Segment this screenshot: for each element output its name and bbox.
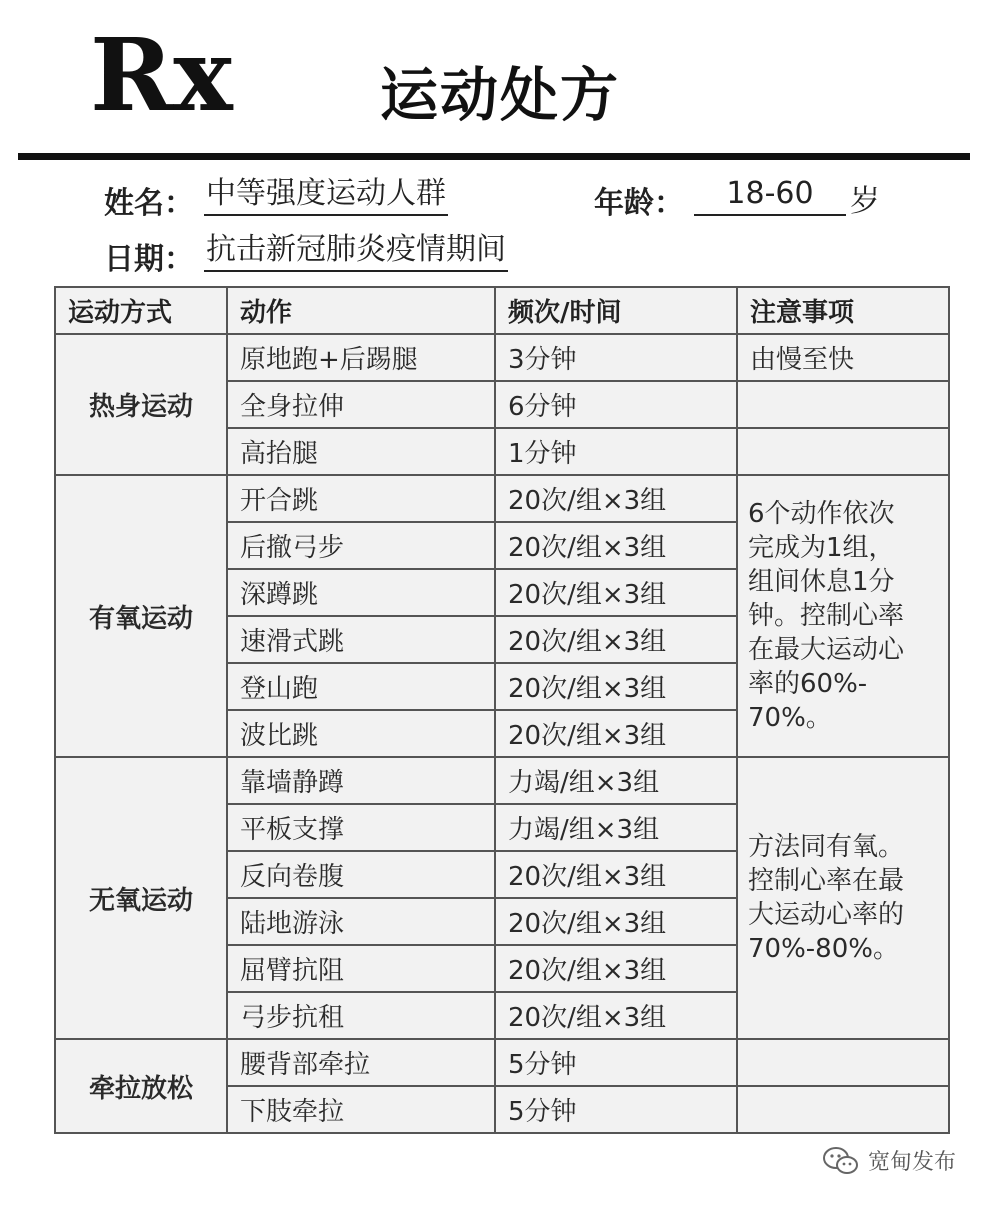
category-stretch: 牵拉放松 [55, 1039, 227, 1133]
frequency-cell: 3分钟 [495, 334, 737, 381]
frequency-cell: 力竭/组×3组 [495, 804, 737, 851]
note-cell [737, 381, 949, 428]
action-cell: 陆地游泳 [227, 898, 495, 945]
action-cell: 登山跑 [227, 663, 495, 710]
table-header-row [55, 287, 949, 334]
action-cell: 反向卷腹 [227, 851, 495, 898]
header-notes: 注意事项 [737, 287, 949, 334]
frequency-cell: 20次/组×3组 [495, 851, 737, 898]
table-row [55, 1039, 949, 1086]
note-anaerobic: 方法同有氧。 控制心率在最 大运动心率的 70%-80%。 [737, 757, 949, 1039]
action-cell: 深蹲跳 [227, 569, 495, 616]
action-cell: 平板支撑 [227, 804, 495, 851]
frequency-cell: 力竭/组×3组 [495, 757, 737, 804]
frequency-cell: 20次/组×3组 [495, 616, 737, 663]
frequency-cell: 6分钟 [495, 381, 737, 428]
age-label: 年龄： [594, 186, 684, 221]
frequency-cell: 5分钟 [495, 1086, 737, 1133]
header-frequency: 频次/时间 [495, 287, 737, 334]
note-cell [737, 428, 949, 475]
action-cell: 波比跳 [227, 710, 495, 757]
action-cell: 靠墙静蹲 [227, 757, 495, 804]
action-cell: 原地跑+后踢腿 [227, 334, 495, 381]
frequency-cell: 20次/组×3组 [495, 945, 737, 992]
action-cell: 全身拉伸 [227, 381, 495, 428]
age-unit: 岁 [850, 184, 880, 219]
date-label: 日期： [104, 242, 194, 277]
frequency-cell: 20次/组×3组 [495, 663, 737, 710]
name-label: 姓名： [104, 186, 194, 221]
frequency-cell: 20次/组×3组 [495, 569, 737, 616]
frequency-cell: 20次/组×3组 [495, 475, 737, 522]
action-cell: 屈臂抗阻 [227, 945, 495, 992]
action-cell: 弓步抗租 [227, 992, 495, 1039]
action-cell: 速滑式跳 [227, 616, 495, 663]
frequency-cell: 20次/组×3组 [495, 898, 737, 945]
action-cell: 下肢牵拉 [227, 1086, 495, 1133]
header-action: 动作 [227, 287, 495, 334]
table-row [55, 334, 949, 381]
action-cell: 后撤弓步 [227, 522, 495, 569]
note-cell [737, 1039, 949, 1086]
action-cell: 开合跳 [227, 475, 495, 522]
header-method: 运动方式 [55, 287, 227, 334]
category-warmup: 热身运动 [55, 334, 227, 475]
date-value: 抗击新冠肺炎疫情期间 [204, 230, 508, 272]
frequency-cell: 20次/组×3组 [495, 992, 737, 1039]
action-cell: 腰背部牵拉 [227, 1039, 495, 1086]
age-value: 18-60 [694, 174, 846, 216]
category-aerobic: 有氧运动 [55, 475, 227, 757]
prescription-table [54, 286, 950, 1134]
frequency-cell: 20次/组×3组 [495, 710, 737, 757]
note-cell [737, 1086, 949, 1133]
frequency-cell: 20次/组×3组 [495, 522, 737, 569]
wechat-icon [822, 1146, 860, 1176]
frequency-cell: 5分钟 [495, 1039, 737, 1086]
watermark-text: 宽甸发布 [868, 1150, 957, 1175]
frequency-cell: 1分钟 [495, 428, 737, 475]
svg-text:Rx: Rx [90, 16, 233, 134]
note-aerobic: 6个动作依次 完成为1组， 组间休息1分 钟。控制心率 在最大运动心 率的60%- 70%。 [737, 475, 949, 757]
name-value: 中等强度运动人群 [204, 174, 448, 216]
category-anaerobic: 无氧运动 [55, 757, 227, 1039]
note-cell: 由慢至快 [737, 334, 949, 381]
table-row [55, 757, 949, 804]
action-cell: 高抬腿 [227, 428, 495, 475]
title-divider [18, 153, 970, 160]
watermark [822, 1145, 956, 1176]
table-row [55, 475, 949, 522]
page-title: 运动处方 [379, 61, 620, 129]
